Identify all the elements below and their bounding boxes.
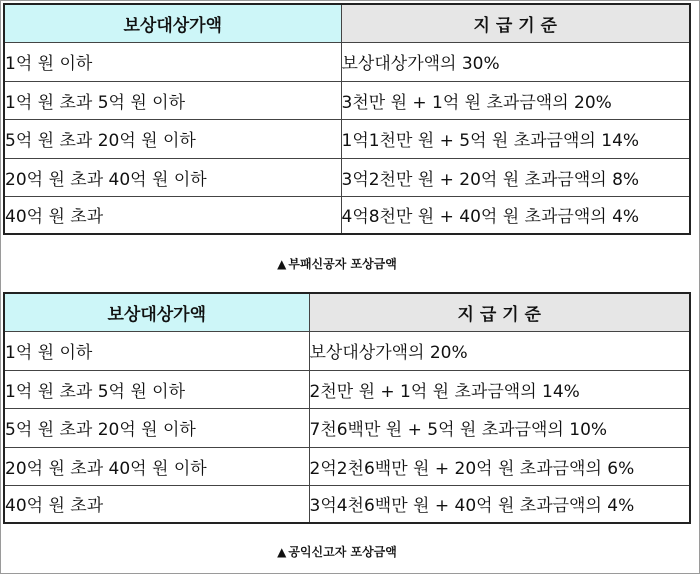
table-row [4,196,690,234]
table-row [4,42,690,81]
table-row [4,158,690,196]
criteria-cell: 7천6백만 원 + 5억 원 초과금액의 10% [309,408,690,447]
amount-cell: 1억 원 이하 [4,42,341,81]
criteria-cell: 3억4천6백만 원 + 40억 원 초과금액의 4% [309,485,690,523]
triangle-marker-icon: ▲ [277,545,287,559]
table-header-row [4,4,690,42]
amount-cell: 1억 원 초과 5억 원 이하 [4,81,341,119]
table-header-row [4,293,690,331]
amount-cell: 40억 원 초과 [4,196,341,234]
table-row [4,485,690,523]
caption-text: 부패신공자 포상금액 [288,257,397,271]
table-row [4,331,690,370]
table-row [4,119,690,158]
criteria-cell: 1억1천만 원 + 5억 원 초과금액의 14% [341,119,690,158]
table-row [4,447,690,485]
table-caption-1 [0,255,674,272]
criteria-cell: 4억8천만 원 + 40억 원 초과금액의 4% [341,196,690,234]
whistleblower-reward-table [3,3,691,235]
amount-cell: 1억 원 이하 [4,331,309,370]
amount-cell: 20억 원 초과 40억 원 이하 [4,447,309,485]
table-caption-2 [0,543,674,560]
criteria-cell: 보상대상가액의 30% [341,42,690,81]
criteria-cell: 3천만 원 + 1억 원 초과금액의 20% [341,81,690,119]
criteria-cell: 2천만 원 + 1억 원 초과금액의 14% [309,370,690,408]
criteria-cell: 2억2천6백만 원 + 20억 원 초과금액의 6% [309,447,690,485]
amount-cell: 40억 원 초과 [4,485,309,523]
table-row [4,81,690,119]
public-interest-reward-table [3,292,691,524]
header-criteria: 지 급 기 준 [341,4,690,42]
triangle-marker-icon: ▲ [277,257,287,271]
criteria-cell: 보상대상가액의 20% [309,331,690,370]
header-criteria: 지 급 기 준 [309,293,690,331]
caption-text: 공익신고자 포상금액 [288,545,397,559]
table-row [4,370,690,408]
amount-cell: 20억 원 초과 40억 원 이하 [4,158,341,196]
amount-cell: 1억 원 초과 5억 원 이하 [4,370,309,408]
criteria-cell: 3억2천만 원 + 20억 원 초과금액의 8% [341,158,690,196]
table-row [4,408,690,447]
header-amount: 보상대상가액 [4,4,341,42]
amount-cell: 5억 원 초과 20억 원 이하 [4,408,309,447]
amount-cell: 5억 원 초과 20억 원 이하 [4,119,341,158]
header-amount: 보상대상가액 [4,293,309,331]
